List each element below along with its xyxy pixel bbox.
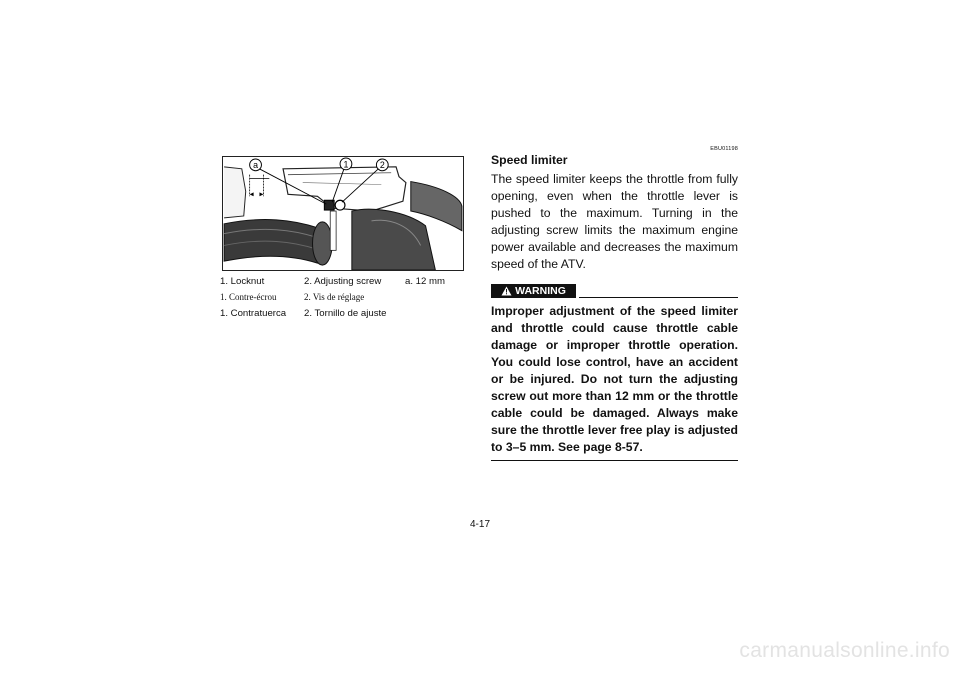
caption-contratuerca: 1. Contratuerca bbox=[220, 308, 287, 319]
caption-dimension-a: a. 12 mm bbox=[405, 276, 445, 287]
warning-triangle-icon bbox=[501, 286, 512, 296]
callout-1: 1 bbox=[343, 159, 349, 170]
caption-adjusting-screw: 2. Adjusting screw bbox=[304, 276, 382, 287]
caption-row-es bbox=[220, 308, 470, 322]
section-title: Speed limiter bbox=[491, 153, 568, 167]
caption-contre-ecrou: 1. Contre-écrou bbox=[220, 292, 277, 302]
warning-header bbox=[491, 284, 738, 300]
speed-limiter-illustration bbox=[222, 156, 464, 271]
figure-captions bbox=[220, 276, 470, 324]
section-code: EBU01198 bbox=[710, 146, 738, 152]
caption-locknut: 1. Locknut bbox=[220, 276, 265, 287]
caption-vis-de-reglage: 2. Vis de réglage bbox=[304, 292, 365, 302]
page-number: 4-17 bbox=[469, 519, 490, 530]
warning-label: WARNING bbox=[515, 284, 566, 297]
warning-rule-bottom bbox=[491, 460, 738, 461]
callout-2: 2 bbox=[379, 159, 385, 170]
section-body: The speed limiter keeps the throttle from fully opening, even when the throttle lever is pushed to the maximum. Turning in the adjusting screw limits the maximum engine power available and decreases the maximum speed of the ATV. bbox=[491, 172, 738, 272]
warning-badge bbox=[491, 284, 576, 298]
caption-tornillo-de-ajuste: 2. Tornillo de ajuste bbox=[304, 308, 387, 319]
callout-a: a bbox=[253, 159, 259, 170]
caption-row-en bbox=[220, 276, 470, 290]
warning-text: Improper adjustment of the speed limiter and throttle could cause throttle cable damage or improper throttle operation. You could lose control, have an accident or be injured. Do not turn the adjusting screw out more than 12 mm or the throttle cable could be damaged. Always make sure the throttle lever free play is adjusted to 3–5 mm. See page 8-57. bbox=[491, 303, 738, 455]
warning-rule-top bbox=[579, 297, 738, 298]
watermark: carmanualsonline.info bbox=[739, 639, 950, 662]
caption-row-fr bbox=[220, 292, 470, 306]
speed-limiter-section bbox=[491, 146, 738, 461]
